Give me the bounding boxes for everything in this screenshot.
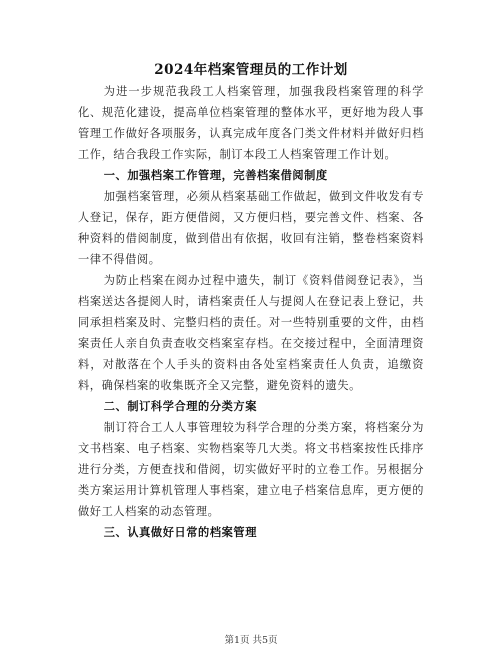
body-paragraph: 为防止档案在阅办过程中遗失，制订《资料借阅登记表》，当档案送达各提阅人时，请档案责任人与提阅人在登记表上登记，共同承担档案及时、完整归档的责任。对一些特别重要的文件，由档案责任人亲自负责查收交档案室存档。在交接过程中，全面清理资料，对散落在个人手头的资料由各处室档案责任人负责，追缴资料，确保档案的收集既齐全又完整，避免资料的遗失。 bbox=[78, 274, 424, 392]
section-heading-1: 一、加强档案工作管理，完善档案借阅制度 bbox=[103, 168, 328, 182]
body-paragraph: 加强档案管理，必须从档案基础工作做起，做到文件收发有专人登记，保存，距方便借阅，又方便归档，要完善文件、档案、各种资料的借阅制度，做到借出有依据，收回有注销，整卷档案资料一律不得借阅。 bbox=[78, 190, 424, 266]
document-title: 2024年档案管理员的工作计划 bbox=[154, 62, 348, 78]
document-body bbox=[78, 81, 424, 543]
page-number-footer: 第1页 共5页 bbox=[224, 635, 278, 646]
body-paragraph: 制订符合工人人事管理较为科学合理的分类方案，将档案分为文书档案、电子档案、实物档案等几大类。将文书档案按性氏排序进行分类，方便查找和借阅，切实做好平时的立卷工作。另根据分类方案运用计算机管理人事档案，建立电子档案信息库，更方便的做好工人档案的动态管理。 bbox=[78, 421, 424, 518]
section-heading-3: 三、认真做好日常的档案管理 bbox=[103, 525, 257, 539]
intro-paragraph: 为进一步规范我段工人档案管理，加强我段档案管理的科学化、规范化建设，提高单位档案管理的整体水平，更好地为段人事管理工作做好各项服务，认真完成年度各门类文件材料并做好归档工作，结合我段工作实际，制订本段工人档案管理工作计划。 bbox=[78, 85, 424, 161]
section-heading-2: 二、制订科学合理的分类方案 bbox=[103, 399, 257, 413]
